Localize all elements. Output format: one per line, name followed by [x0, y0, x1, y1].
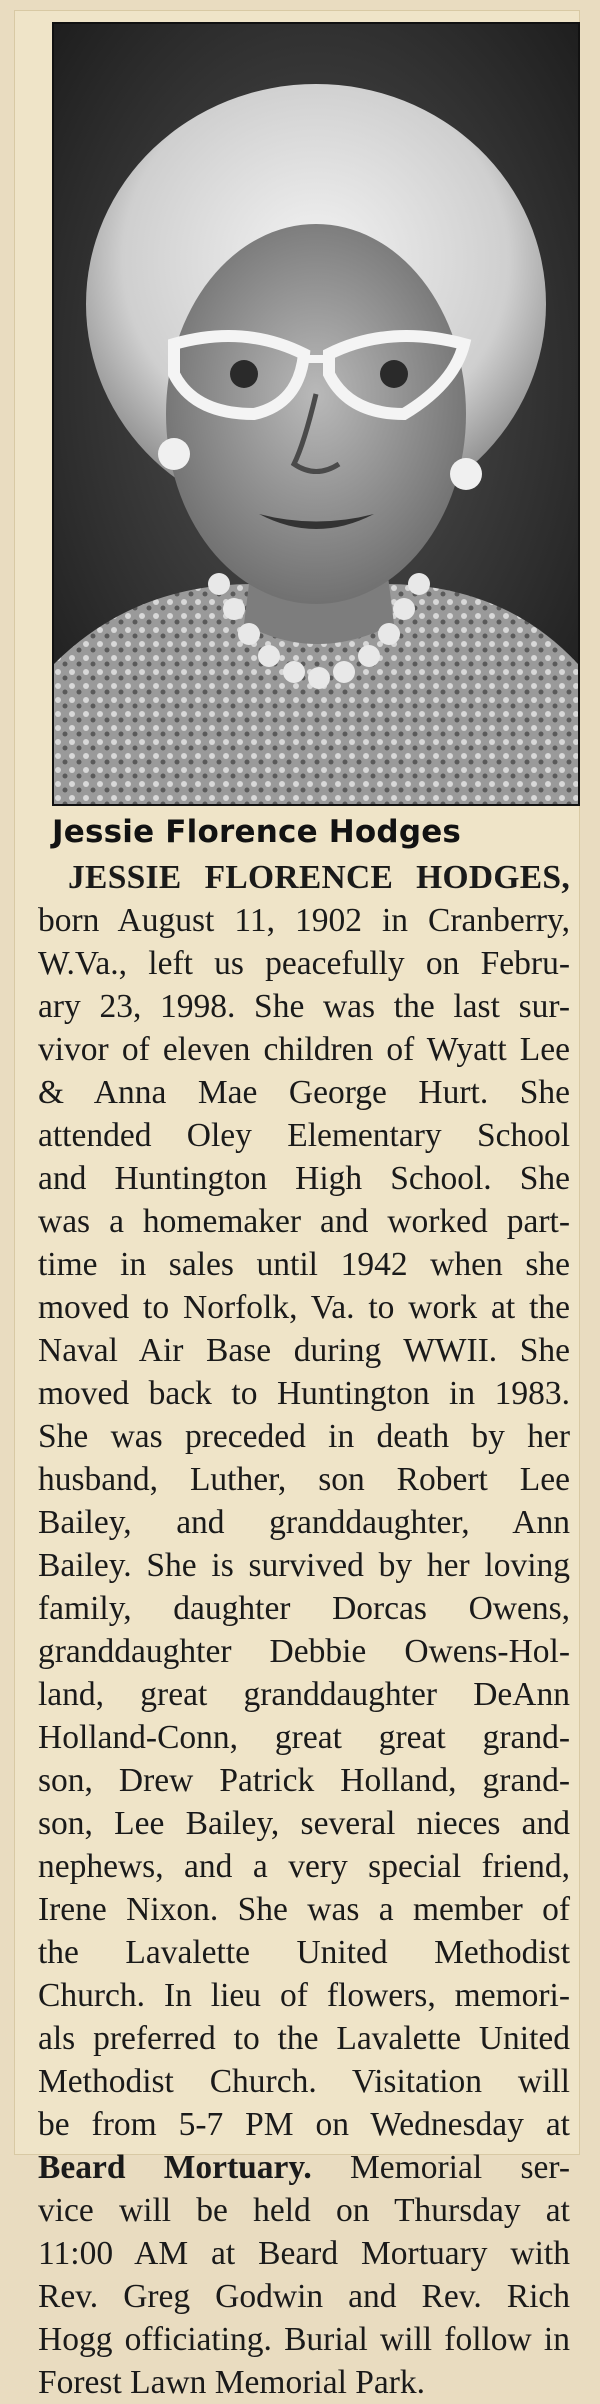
body-line [38, 1759, 570, 1802]
line-text: Irene Nixon. She was a member of [38, 1891, 570, 1928]
line-text: She was preceded in death by her [38, 1418, 570, 1455]
line-text: moved back to Huntington in 1983. [38, 1375, 570, 1412]
body-line [38, 1243, 570, 1286]
line-text: moved to Norfolk, Va. to work at the [38, 1289, 570, 1326]
line-text: ary 23, 1998. She was the last sur- [38, 988, 570, 1025]
body-line [38, 2060, 570, 2103]
body-line [38, 2318, 570, 2361]
portrait-photo [52, 22, 580, 806]
line-text: vivor of eleven children of Wyatt Lee [38, 1031, 570, 1068]
body-line [38, 1157, 570, 1200]
body-line [38, 2361, 570, 2404]
line-text: Methodist Church. Visitation will [38, 2063, 570, 2100]
body-line [38, 1458, 570, 1501]
line-text: family, daughter Dorcas Owens, [38, 1590, 570, 1627]
body-line [38, 1888, 570, 1931]
name-lead: JESSIE FLORENCE HODGES, [68, 859, 570, 896]
body-line [38, 1329, 570, 1372]
body-line [38, 1931, 570, 1974]
line-text: Memorial ser- [311, 2149, 570, 2186]
line-text: Holland-Conn, great great grand- [38, 1719, 570, 1756]
line-text: the Lavalette United Methodist [38, 1934, 570, 1971]
body-line [38, 1415, 570, 1458]
body-line [38, 1673, 570, 1716]
body-line [38, 1372, 570, 1415]
body-line [38, 1200, 570, 1243]
line-text: was a homemaker and worked part- [38, 1203, 570, 1240]
line-text: land, great granddaughter DeAnn [38, 1676, 570, 1713]
body-line [38, 1630, 570, 1673]
line-text: born August 11, 1902 in Cranberry, [38, 902, 570, 939]
portrait-illustration [54, 24, 578, 804]
body-line [38, 2146, 570, 2189]
line-text: Bailey, and granddaughter, Ann [38, 1504, 570, 1541]
line-text: Bailey. She is survived by her loving [38, 1547, 570, 1584]
body-line [38, 985, 570, 1028]
body-line [38, 856, 570, 899]
line-text: attended Oley Elementary School [38, 1117, 570, 1154]
line-text: vice will be held on Thursday at [38, 2192, 570, 2229]
body-line [38, 2103, 570, 2146]
body-line [38, 1071, 570, 1114]
body-line [38, 1974, 570, 2017]
line-text: Church. In lieu of flowers, memori- [38, 1977, 570, 2014]
newspaper-clipping [14, 10, 580, 2401]
line-text: Hogg officiating. Burial will follow in [38, 2321, 570, 2358]
line-text: Forest Lawn Memorial Park. [38, 2364, 426, 2401]
body-line [38, 1845, 570, 1888]
line-text: nephews, and a very special friend, [38, 1848, 570, 1885]
body-line [38, 1501, 570, 1544]
obituary-headline: Jessie Florence Hodges [52, 814, 462, 850]
body-line [38, 1114, 570, 1157]
body-line [38, 1544, 570, 1587]
line-text: Rev. Greg Godwin and Rev. Rich [38, 2278, 570, 2315]
line-text: granddaughter Debbie Owens-Hol- [38, 1633, 570, 1670]
body-line [38, 2232, 570, 2275]
line-text: be from 5-7 PM on Wednesday at [38, 2106, 570, 2143]
body-line [38, 1716, 570, 1759]
obituary-body [38, 856, 570, 2404]
body-line [38, 2275, 570, 2318]
line-text: son, Drew Patrick Holland, grand- [38, 1762, 570, 1799]
line-text: 11:00 AM at Beard Mortuary with [38, 2235, 570, 2272]
body-line [38, 2189, 570, 2232]
body-line [38, 899, 570, 942]
line-text: als preferred to the Lavalette United [38, 2020, 570, 2057]
body-line [38, 1028, 570, 1071]
body-line [38, 1587, 570, 1630]
body-line [38, 2017, 570, 2060]
line-text: and Huntington High School. She [38, 1160, 570, 1197]
line-text: W.Va., left us peacefully on Febru- [38, 945, 570, 982]
body-line [38, 942, 570, 985]
line-text: & Anna Mae George Hurt. She [38, 1074, 570, 1111]
body-line [38, 1286, 570, 1329]
line-text: Naval Air Base during WWII. She [38, 1332, 570, 1369]
line-text: husband, Luther, son Robert Lee [38, 1461, 570, 1498]
bold-text: Beard Mortuary. [38, 2149, 312, 2186]
line-text: son, Lee Bailey, several nieces and [38, 1805, 570, 1842]
line-text: time in sales until 1942 when she [38, 1246, 570, 1283]
body-line [38, 1802, 570, 1845]
